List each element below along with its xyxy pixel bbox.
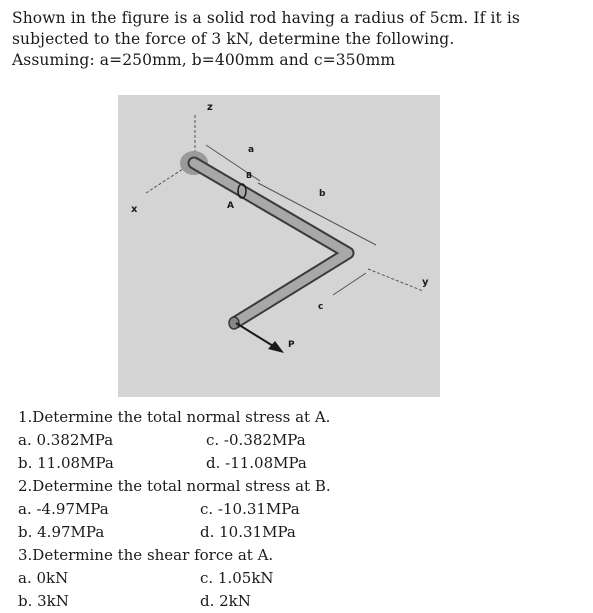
- problem-statement: [12, 8, 587, 71]
- option-row: [18, 521, 578, 544]
- rod-diagram: [118, 95, 440, 397]
- label-P: P: [288, 340, 295, 350]
- option-row: [18, 590, 578, 613]
- problem-line-1: Shown in the figure is a solid rod having a radius of 5cm. If it is: [12, 9, 520, 27]
- rod-figure: [118, 95, 440, 397]
- question-2: [18, 475, 578, 544]
- x-axis: [146, 167, 186, 193]
- option-c: c. -10.31MPa: [200, 500, 300, 518]
- option-a: a. -4.97MPa: [18, 500, 109, 518]
- label-z: z: [207, 102, 213, 113]
- rod-body: [194, 163, 348, 322]
- option-b: b. 11.08MPa: [18, 454, 114, 472]
- label-c: c: [318, 302, 324, 312]
- force-arrowhead: [268, 341, 284, 353]
- option-row: [18, 429, 578, 452]
- option-d: d. 10.31MPa: [200, 523, 296, 541]
- problem-line-3: Assuming: a=250mm, b=400mm and c=350mm: [12, 51, 396, 69]
- option-row: [18, 567, 578, 590]
- y-axis: [368, 269, 423, 291]
- option-c: c. 1.05kN: [200, 569, 274, 587]
- option-a: a. 0kN: [18, 569, 69, 587]
- question-title: 2.Determine the total normal stress at B.: [18, 477, 331, 495]
- question-title: 1.Determine the total normal stress at A.: [18, 408, 331, 426]
- option-row: [18, 498, 578, 521]
- problem-line-2: subjected to the force of 3 kN, determine the following.: [12, 30, 455, 48]
- option-d: d. -11.08MPa: [206, 454, 307, 472]
- label-a: a: [248, 145, 255, 155]
- label-x: x: [131, 204, 138, 215]
- question-title: 3.Determine the shear force at A.: [18, 546, 274, 564]
- question-3: [18, 544, 578, 613]
- option-row: [18, 452, 578, 475]
- option-c: c. -0.382MPa: [206, 431, 306, 449]
- option-b: b. 4.97MPa: [18, 523, 105, 541]
- question-list: [18, 406, 578, 613]
- option-d: d. 2kN: [200, 592, 251, 610]
- question-1: [18, 406, 578, 475]
- label-y: y: [422, 277, 429, 288]
- label-A: A: [227, 201, 234, 211]
- label-b: b: [319, 189, 326, 199]
- option-b: b. 3kN: [18, 592, 69, 610]
- label-B: B: [246, 171, 253, 180]
- option-a: a. 0.382MPa: [18, 431, 114, 449]
- dimension-line-c: [333, 273, 366, 295]
